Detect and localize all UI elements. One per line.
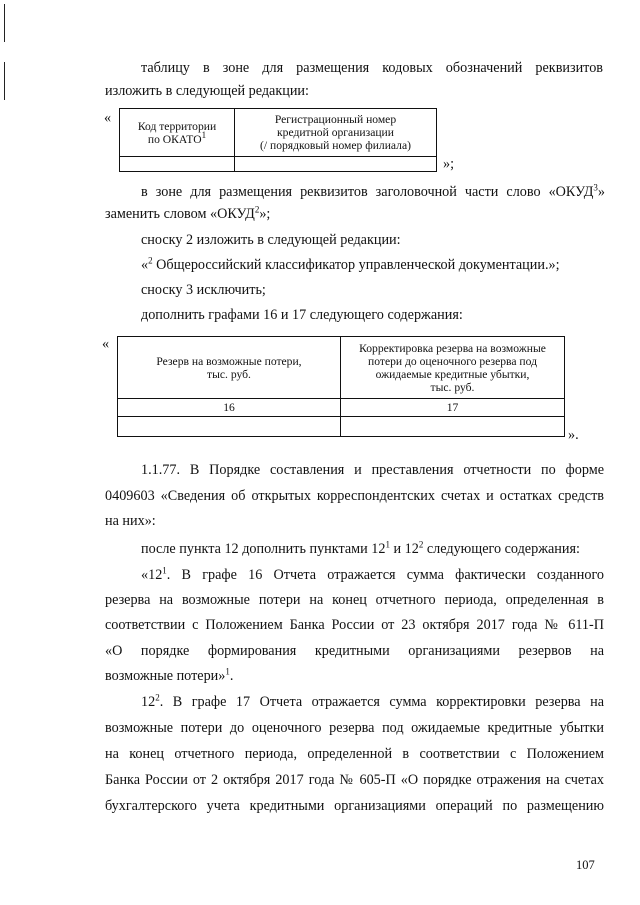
scan-mark — [4, 62, 5, 100]
close-quote: »; — [443, 156, 455, 172]
close-quote: ». — [568, 427, 579, 443]
text-line: $12^2$. В графе 17 Отчета отражается сумма корректировки резерва на — [141, 692, 604, 710]
text-line: после пункта 12 дополнить пунктами $12^1$ и $12^2$ следующего содержания: — [141, 539, 580, 557]
text-line: дополнить графами 16 и 17 следующего содержания: — [141, 307, 463, 323]
text-line: Банка России от 2 октября 2017 года № 605-П «О порядке отражения на счетах — [105, 772, 604, 788]
header-reg-number: Регистрационный номер кредитной организации (/ порядковый номер филиала) — [235, 109, 437, 157]
column-number-17: 17 — [341, 399, 565, 417]
text-line: возможные потери»$^1$. — [105, 666, 234, 684]
scan-mark — [4, 4, 5, 42]
empty-cell — [118, 417, 341, 437]
text-line: соответствии с Положением Банка России от 23 октября 2017 года № 611-П — [105, 617, 604, 633]
requisites-table — [119, 108, 437, 172]
text-line: «$12^1$. В графе 16 Отчета отражается сумма фактически созданного — [141, 565, 604, 583]
text-line: «$^2$ Общероссийский классификатор управленческой документации.»; — [141, 255, 560, 273]
text-line: таблицу в зоне для размещения кодовых обозначений реквизитов — [141, 60, 603, 76]
text-line: возможные потери до оценочного резерва под ожидаемые кредитные убытки — [105, 720, 604, 736]
open-quote: « — [102, 336, 110, 352]
empty-cell — [120, 157, 235, 172]
text-line: «О порядке формирования кредитными организациями резервов на — [105, 643, 604, 659]
text-line: 0409603 «Сведения об открытых корреспондентских счетах и остатках средств — [105, 488, 604, 504]
reserve-table — [117, 336, 565, 437]
header-reserve: Резерв на возможные потери, тыс. руб. — [118, 337, 341, 399]
text-line: сноску 2 изложить в следующей редакции: — [141, 232, 401, 248]
text-line: 1.1.77. В Порядке составления и преставления отчетности по форме — [141, 462, 604, 478]
column-number-16: 16 — [118, 399, 341, 417]
text-line: заменить словом «ОКУД$^2$»; — [105, 204, 271, 222]
open-quote: « — [104, 110, 112, 126]
text-line: в зоне для размещения реквизитов заголовочной части слово «ОКУД$^3$» — [141, 182, 605, 200]
text-line: на них»: — [105, 513, 156, 529]
page-number: 107 — [576, 858, 595, 872]
empty-cell — [341, 417, 565, 437]
text-line: сноску 3 исключить; — [141, 282, 266, 298]
text-line: на конец отчетного периода, определенной в соответствии с Положением — [105, 746, 604, 762]
text-line: изложить в следующей редакции: — [105, 83, 309, 99]
empty-cell — [235, 157, 437, 172]
text-line: резерва на возможные потери на конец отчетного периода, определенная в — [105, 592, 604, 608]
header-adjustment: Корректировка резерва на возможные потери до оценочного резерва под ожидаемые кредитные убытки, тыс. руб. — [341, 337, 565, 399]
text-line: бухгалтерского учета кредитными организациями операций по размещению — [105, 798, 604, 814]
header-okato: Код территории по ОКАТО$^1$ — [120, 109, 235, 157]
